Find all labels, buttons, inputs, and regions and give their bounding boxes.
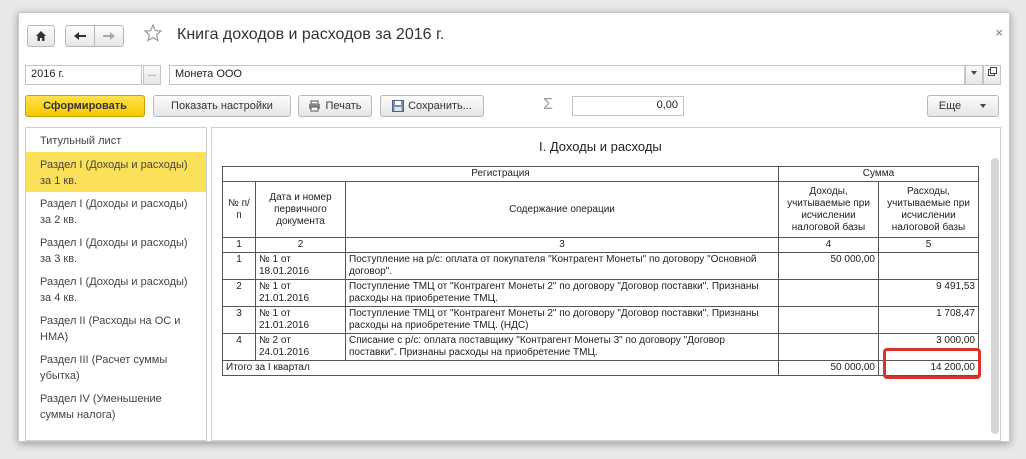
highlight-annotation	[883, 348, 981, 379]
row-doc: № 1 от 18.01.2016	[256, 253, 346, 280]
row-num: 4	[223, 334, 256, 361]
row-expense: 3 000,00	[879, 334, 979, 361]
back-button[interactable]	[65, 25, 95, 47]
sidebar-item-section1-q2[interactable]: Раздел I (Доходы и расходы) за 2 кв.	[40, 198, 188, 226]
col-number: 4	[779, 238, 879, 253]
sigma-icon: Σ	[543, 96, 553, 113]
period-choose-button[interactable]: ...	[143, 65, 161, 85]
arrow-left-icon	[73, 31, 87, 41]
sum-field: 0,00	[572, 96, 684, 116]
col-number: 3	[346, 238, 779, 253]
save-button[interactable]	[380, 95, 484, 117]
row-content: Поступление ТМЦ от "Контрагент Монеты 2" по договору "Договор поставки". Признаны расходы на приобретение ТМЦ.	[346, 280, 779, 307]
report-document	[211, 127, 1001, 441]
organization-open-button[interactable]	[983, 65, 1001, 85]
column-numbers-row	[223, 238, 979, 253]
table-header-row	[223, 182, 979, 238]
close-icon[interactable]: ×	[995, 25, 1003, 40]
sidebar-item-section1-q3[interactable]: Раздел I (Доходы и расходы) за 3 кв.	[40, 237, 188, 265]
arrow-right-icon	[102, 31, 116, 41]
total-label: Итого за I квартал	[223, 361, 779, 376]
row-income	[779, 307, 879, 334]
report-window	[18, 12, 1010, 442]
row-content: Поступление ТМЦ от "Контрагент Монеты 2" по договору "Договор поставки". Признаны расходы на приобретение ТМЦ. (НДС)	[346, 307, 779, 334]
sidebar-item-section2[interactable]: Раздел II (Расходы на ОС и НМА)	[40, 315, 181, 343]
save-label: Сохранить...	[408, 100, 472, 112]
row-income: 50 000,00	[779, 253, 879, 280]
table-row	[223, 307, 979, 334]
more-label: Еще	[938, 100, 962, 112]
printer-icon	[308, 100, 321, 112]
header-expense: Расходы, учитываемые при исчислении налоговой базы	[879, 182, 979, 238]
table-row	[223, 253, 979, 280]
title-bar	[19, 13, 1009, 57]
organization-dropdown-button[interactable]	[965, 65, 983, 85]
header-doc: Дата и номер первичного документа	[256, 182, 346, 238]
table-header-row	[223, 167, 979, 182]
header-registration: Регистрация	[223, 167, 779, 182]
row-doc: № 1 от 21.01.2016	[256, 307, 346, 334]
star-icon	[143, 23, 163, 43]
col-number: 5	[879, 238, 979, 253]
sidebar-item-section1-q1[interactable]: Раздел I (Доходы и расходы) за 1 кв.	[26, 152, 206, 192]
row-content: Списание с р/с: оплата поставщику "Контрагент Монеты 3" по договору "Договор поставки". Признаны расходы на приобретение ТМЦ.	[346, 334, 779, 361]
col-number: 1	[223, 238, 256, 253]
window-title: Книга доходов и расходов за 2016 г.	[177, 26, 445, 43]
organization-field[interactable]: Монета ООО	[169, 65, 965, 85]
total-row	[223, 361, 979, 376]
row-doc: № 2 от 24.01.2016	[256, 334, 346, 361]
sidebar-item-section4[interactable]: Раздел IV (Уменьшение суммы налога)	[40, 393, 162, 421]
row-income	[779, 334, 879, 361]
row-num: 2	[223, 280, 256, 307]
chevron-down-icon	[979, 103, 987, 109]
save-icon	[392, 100, 404, 112]
row-expense	[879, 253, 979, 280]
row-income	[779, 280, 879, 307]
show-settings-button[interactable]: Показать настройки	[153, 95, 291, 117]
row-expense: 1 708,47	[879, 307, 979, 334]
sections-list	[25, 127, 207, 441]
header-income: Доходы, учитываемые при исчислении налоговой базы	[779, 182, 879, 238]
favorite-star-button[interactable]	[143, 23, 163, 46]
header-num: № п/п	[223, 182, 256, 238]
generate-button[interactable]: Сформировать	[25, 95, 145, 117]
chevron-down-icon	[970, 70, 978, 76]
forward-button[interactable]	[94, 25, 124, 47]
print-button[interactable]	[298, 95, 372, 117]
table-row	[223, 334, 979, 361]
row-num: 3	[223, 307, 256, 334]
row-num: 1	[223, 253, 256, 280]
open-icon	[988, 67, 997, 76]
row-expense: 9 491,53	[879, 280, 979, 307]
report-title: I. Доходы и расходы	[539, 139, 662, 154]
sidebar-item-title-page[interactable]: Титульный лист	[40, 135, 122, 147]
income-expense-table	[222, 166, 979, 376]
period-field[interactable]: 2016 г.	[25, 65, 142, 85]
row-content: Поступление на р/с: оплата от покупателя "Контрагент Монеты" по договору "Основной договор".	[346, 253, 779, 280]
header-sum: Сумма	[779, 167, 979, 182]
col-number: 2	[256, 238, 346, 253]
report-scrollbar[interactable]	[991, 158, 999, 434]
sidebar-item-section1-q4[interactable]: Раздел I (Доходы и расходы) за 4 кв.	[40, 276, 188, 304]
total-expense: 14 200,00	[879, 361, 979, 376]
row-doc: № 1 от 21.01.2016	[256, 280, 346, 307]
home-button[interactable]	[27, 25, 55, 47]
header-content: Содержание операции	[346, 182, 779, 238]
table-row	[223, 280, 979, 307]
sidebar-item-section3[interactable]: Раздел III (Расчет суммы убытка)	[40, 354, 168, 382]
more-button[interactable]	[927, 95, 999, 117]
home-icon	[35, 30, 47, 42]
print-label: Печать	[325, 100, 362, 112]
total-income: 50 000,00	[779, 361, 879, 376]
